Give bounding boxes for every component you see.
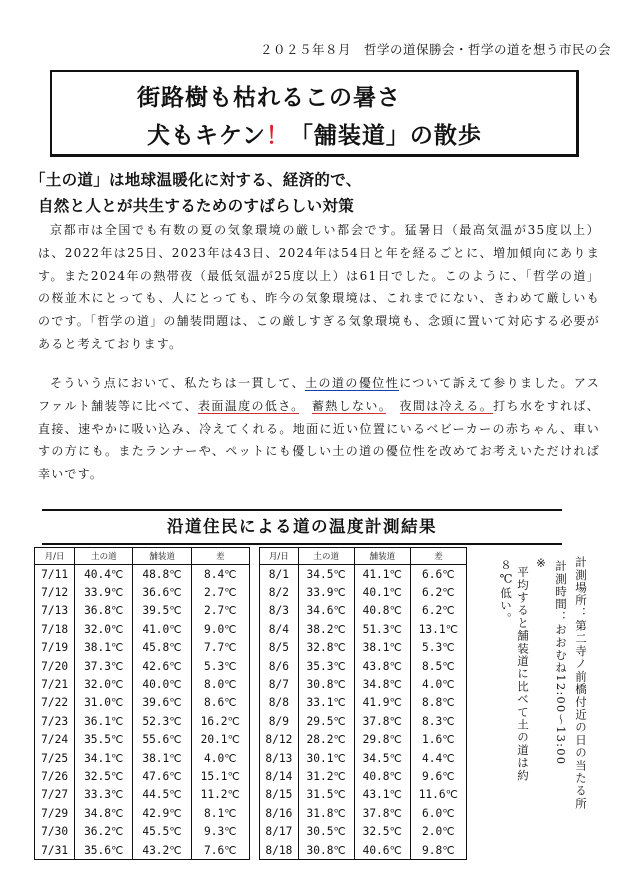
table-row <box>35 749 250 767</box>
table-row <box>35 841 250 860</box>
cell-soil-temp: 38.2℃ <box>298 620 354 638</box>
cell-paved-temp: 39.5℃ <box>133 602 191 620</box>
cell-diff: 13.1℃ <box>410 620 466 638</box>
cell-diff: 8.3℃ <box>410 712 466 730</box>
cell-paved-temp: 41.0℃ <box>133 620 191 638</box>
cell-date: 7/12 <box>35 583 75 601</box>
cell-date: 8/13 <box>260 749 299 767</box>
cell-paved-temp: 43.1℃ <box>354 786 410 804</box>
cell-soil-temp: 35.3℃ <box>298 657 354 675</box>
cell-paved-temp: 51.3℃ <box>354 620 410 638</box>
cell-diff: 8.5℃ <box>410 657 466 675</box>
cell-date: 7/30 <box>35 822 75 840</box>
cell-paved-temp: 42.9℃ <box>133 804 191 822</box>
table-row <box>260 841 467 860</box>
cell-diff: 5.3℃ <box>410 639 466 657</box>
cell-paved-temp: 48.8℃ <box>133 565 191 584</box>
table-row <box>260 712 467 730</box>
table-row <box>35 602 250 620</box>
table-row <box>260 749 467 767</box>
table-row <box>260 639 467 657</box>
cell-date: 8/14 <box>260 767 299 785</box>
cell-date: 7/25 <box>35 749 75 767</box>
exclamation-mark: ！ <box>265 123 290 149</box>
cell-soil-temp: 31.0℃ <box>75 694 133 712</box>
cell-paved-temp: 40.8℃ <box>354 602 410 620</box>
para2-text-1: そういう点において、私たちは一貫して、 <box>50 376 306 390</box>
cell-soil-temp: 40.4℃ <box>75 565 133 584</box>
cell-date: 8/7 <box>260 675 299 693</box>
cell-soil-temp: 38.1℃ <box>75 639 133 657</box>
note-time: 計測時間：おおむね12:00～13:00 <box>554 560 568 766</box>
cell-soil-temp: 34.5℃ <box>298 565 354 584</box>
emphasis-low-surface-temp: 表面温度の低さ。 <box>198 398 299 413</box>
table-row <box>35 822 250 840</box>
cell-paved-temp: 40.1℃ <box>354 583 410 601</box>
para2-text-2: について訴えて参りました。アスファルト舗装等に比べて、 <box>38 376 600 413</box>
cell-diff: 8.4℃ <box>191 565 249 584</box>
table-row <box>260 620 467 638</box>
cell-paved-temp: 44.5℃ <box>133 786 191 804</box>
cell-soil-temp: 30.8℃ <box>298 675 354 693</box>
cell-date: 8/8 <box>260 694 299 712</box>
cell-diff: 7.7℃ <box>191 639 249 657</box>
cell-soil-temp: 33.9℃ <box>75 583 133 601</box>
cell-soil-temp: 29.5℃ <box>298 712 354 730</box>
cell-paved-temp: 41.1℃ <box>354 565 410 584</box>
col-header-diff: 差 <box>191 548 249 565</box>
cell-diff: 8.1℃ <box>191 804 249 822</box>
cell-date: 8/4 <box>260 620 299 638</box>
table-row <box>260 731 467 749</box>
cell-soil-temp: 33.9℃ <box>298 583 354 601</box>
cell-paved-temp: 42.6℃ <box>133 657 191 675</box>
cell-paved-temp: 45.5℃ <box>133 822 191 840</box>
cell-soil-temp: 35.5℃ <box>75 731 133 749</box>
cell-date: 7/21 <box>35 675 75 693</box>
cell-soil-temp: 30.5℃ <box>298 822 354 840</box>
cell-diff: 9.6℃ <box>410 767 466 785</box>
cell-date: 8/15 <box>260 786 299 804</box>
cell-date: 7/18 <box>35 620 75 638</box>
temperature-table-july <box>34 547 250 860</box>
cell-date: 8/6 <box>260 657 299 675</box>
cell-diff: 15.1℃ <box>191 767 249 785</box>
cell-soil-temp: 36.1℃ <box>75 712 133 730</box>
title-line-1: 街路樹も枯れるこの暑さ <box>137 85 401 111</box>
col-header-soil: 土の道 <box>298 548 354 565</box>
cell-diff: 11.2℃ <box>191 786 249 804</box>
cell-date: 8/9 <box>260 712 299 730</box>
cell-date: 7/13 <box>35 602 75 620</box>
cell-paved-temp: 43.2℃ <box>133 841 191 860</box>
cell-soil-temp: 32.8℃ <box>298 639 354 657</box>
cell-diff: 2.7℃ <box>191 583 249 601</box>
emphasis-no-heat-storage: 蓄熱しない。 <box>311 398 387 413</box>
cell-diff: 8.8℃ <box>410 694 466 712</box>
table-row <box>35 731 250 749</box>
cell-diff: 5.3℃ <box>191 657 249 675</box>
table-row <box>260 565 467 584</box>
cell-diff: 6.2℃ <box>410 602 466 620</box>
table-row <box>260 583 467 601</box>
cell-date: 7/19 <box>35 639 75 657</box>
paragraph-1 <box>38 219 600 359</box>
table-row <box>35 657 250 675</box>
cell-paved-temp: 52.3℃ <box>133 712 191 730</box>
cell-diff: 8.6℃ <box>191 694 249 712</box>
document-header: ２０２５年８月 哲学の道保勝会・哲学の道を想う市民の会 <box>260 42 612 57</box>
cell-diff: 7.6℃ <box>191 841 249 860</box>
cell-paved-temp: 40.6℃ <box>354 841 410 860</box>
cell-soil-temp: 33.1℃ <box>298 694 354 712</box>
table-title: 沿道住民による道の温度計測結果 <box>42 509 562 545</box>
cell-paved-temp: 37.8℃ <box>354 804 410 822</box>
paragraph-2 <box>38 372 600 492</box>
table-row <box>260 694 467 712</box>
cell-date: 7/26 <box>35 767 75 785</box>
table-row <box>260 657 467 675</box>
cell-soil-temp: 37.3℃ <box>75 657 133 675</box>
para2-gap-1 <box>299 399 312 413</box>
table-row <box>35 804 250 822</box>
emphasis-soil-road-advantage: 土の道の優位性 <box>305 376 400 390</box>
cell-diff: 6.2℃ <box>410 583 466 601</box>
note-location: 計測場所：第二寺ノ前橋付近の日の当たる所 <box>574 556 588 810</box>
cell-soil-temp: 28.2℃ <box>298 731 354 749</box>
cell-soil-temp: 36.8℃ <box>75 602 133 620</box>
cell-soil-temp: 32.5℃ <box>75 767 133 785</box>
table-row <box>35 767 250 785</box>
cell-diff: 4.0℃ <box>191 749 249 767</box>
title-line-2-part-a: 犬もキケン <box>147 123 266 149</box>
cell-paved-temp: 34.8℃ <box>354 675 410 693</box>
cell-diff: 20.1℃ <box>191 731 249 749</box>
title-line-2-part-b: 「舗装道」の散歩 <box>289 123 482 149</box>
cell-date: 7/23 <box>35 712 75 730</box>
table-row <box>260 767 467 785</box>
cell-diff: 1.6℃ <box>410 731 466 749</box>
cell-date: 7/27 <box>35 786 75 804</box>
cell-date: 7/11 <box>35 565 75 584</box>
cell-diff: 11.6℃ <box>410 786 466 804</box>
cell-diff: 8.0℃ <box>191 675 249 693</box>
cell-paved-temp: 55.6℃ <box>133 731 191 749</box>
col-header-date: 月/日 <box>35 548 75 565</box>
para2-text-3: 打ち水をすれば、直接、速やかに吸い込み、冷えてくれる。地面に近い位置にいるベビーカーの赤ちゃん、車いすの方にも。またランナーや、ペットにも優しい土の道の優位性を改めてお考えいただければ幸いです。 <box>38 398 600 482</box>
title-line-2 <box>147 117 482 150</box>
cell-date: 7/24 <box>35 731 75 749</box>
table-row <box>35 620 250 638</box>
cell-soil-temp: 35.6℃ <box>75 841 133 860</box>
col-header-date: 月/日 <box>260 548 299 565</box>
table-row <box>35 639 250 657</box>
cell-soil-temp: 34.8℃ <box>75 804 133 822</box>
cell-date: 8/18 <box>260 841 299 860</box>
cell-diff: 6.6℃ <box>410 565 466 584</box>
cell-date: 7/22 <box>35 694 75 712</box>
cell-soil-temp: 32.0℃ <box>75 620 133 638</box>
cell-date: 8/2 <box>260 583 299 601</box>
cell-diff: 2.0℃ <box>410 822 466 840</box>
subheading-line-2: 自然と人とが共生するためのすばらしい対策 <box>38 197 355 215</box>
table-row <box>260 822 467 840</box>
cell-date: 8/16 <box>260 804 299 822</box>
cell-diff: 2.7℃ <box>191 602 249 620</box>
table-row <box>35 712 250 730</box>
cell-diff: 9.0℃ <box>191 620 249 638</box>
cell-date: 8/1 <box>260 565 299 584</box>
cell-paved-temp: 34.5℃ <box>354 749 410 767</box>
cell-paved-temp: 40.8℃ <box>354 767 410 785</box>
title-box <box>50 70 579 157</box>
paragraph-2-text <box>38 372 600 486</box>
cell-date: 8/3 <box>260 602 299 620</box>
cell-paved-temp: 38.1℃ <box>133 749 191 767</box>
col-header-diff: 差 <box>410 548 466 565</box>
cell-paved-temp: 45.8℃ <box>133 639 191 657</box>
cell-date: 7/29 <box>35 804 75 822</box>
cell-diff: 16.2℃ <box>191 712 249 730</box>
cell-paved-temp: 39.6℃ <box>133 694 191 712</box>
table-row <box>35 675 250 693</box>
cell-diff: 9.8℃ <box>410 841 466 860</box>
table-row <box>35 786 250 804</box>
table-row <box>260 786 467 804</box>
cell-date: 8/5 <box>260 639 299 657</box>
note-asterisk: ※ <box>534 556 548 572</box>
cell-date: 8/12 <box>260 731 299 749</box>
cell-paved-temp: 37.8℃ <box>354 712 410 730</box>
col-header-paved: 舗装道 <box>133 548 191 565</box>
para2-gap-2 <box>386 399 399 413</box>
paragraph-1-text: 京都市は全国でも有数の夏の気象環境の厳しい都会です。猛暑日（最高気温が35度以上）は、2022年は25日、2023年は43日、2024年は54日と年を経るごとに、増加傾向にあります。また2024年の熱帯夜（最低気温が25度以上）は61日でした。このように、「哲学の道」の桜並木にとっても、人にとっても、昨今の気象環境は、これまでにない、きわめて厳しいものです。「哲学の道」の舗装問題は、この厳しすぎる気象環境も、念頭に置いて対応する必要があると考えております。 <box>38 223 600 351</box>
cell-paved-temp: 38.1℃ <box>354 639 410 657</box>
col-header-paved: 舗装道 <box>354 548 410 565</box>
cell-soil-temp: 34.6℃ <box>298 602 354 620</box>
cell-soil-temp: 32.0℃ <box>75 675 133 693</box>
cell-date: 7/31 <box>35 841 75 860</box>
cell-soil-temp: 34.1℃ <box>75 749 133 767</box>
table-row <box>35 565 250 584</box>
col-header-soil: 土の道 <box>75 548 133 565</box>
cell-paved-temp: 29.8℃ <box>354 731 410 749</box>
cell-paved-temp: 41.9℃ <box>354 694 410 712</box>
note-average: 平均すると舗装道に比べて土の道は約 <box>516 566 530 782</box>
cell-paved-temp: 43.8℃ <box>354 657 410 675</box>
cell-soil-temp: 31.2℃ <box>298 767 354 785</box>
note-average-cont: ８℃低い。 <box>499 559 513 625</box>
table-row <box>260 804 467 822</box>
cell-date: 7/20 <box>35 657 75 675</box>
cell-paved-temp: 40.0℃ <box>133 675 191 693</box>
table-row <box>35 694 250 712</box>
cell-paved-temp: 32.5℃ <box>354 822 410 840</box>
cell-soil-temp: 31.5℃ <box>298 786 354 804</box>
emphasis-cools-at-night: 夜間は冷える。 <box>399 398 494 413</box>
cell-date: 8/17 <box>260 822 299 840</box>
cell-soil-temp: 33.3℃ <box>75 786 133 804</box>
cell-soil-temp: 36.2℃ <box>75 822 133 840</box>
table-row <box>260 602 467 620</box>
cell-soil-temp: 31.8℃ <box>298 804 354 822</box>
temperature-table-august <box>259 547 467 860</box>
cell-soil-temp: 30.8℃ <box>298 841 354 860</box>
cell-diff: 4.0℃ <box>410 675 466 693</box>
cell-diff: 4.4℃ <box>410 749 466 767</box>
cell-soil-temp: 30.1℃ <box>298 749 354 767</box>
cell-paved-temp: 47.6℃ <box>133 767 191 785</box>
table-row <box>260 675 467 693</box>
cell-diff: 6.0℃ <box>410 804 466 822</box>
subheading-line-1: 「土の道」は地球温暖化に対する、経済的で、 <box>30 171 362 189</box>
table-row <box>35 583 250 601</box>
cell-diff: 9.3℃ <box>191 822 249 840</box>
cell-paved-temp: 36.6℃ <box>133 583 191 601</box>
